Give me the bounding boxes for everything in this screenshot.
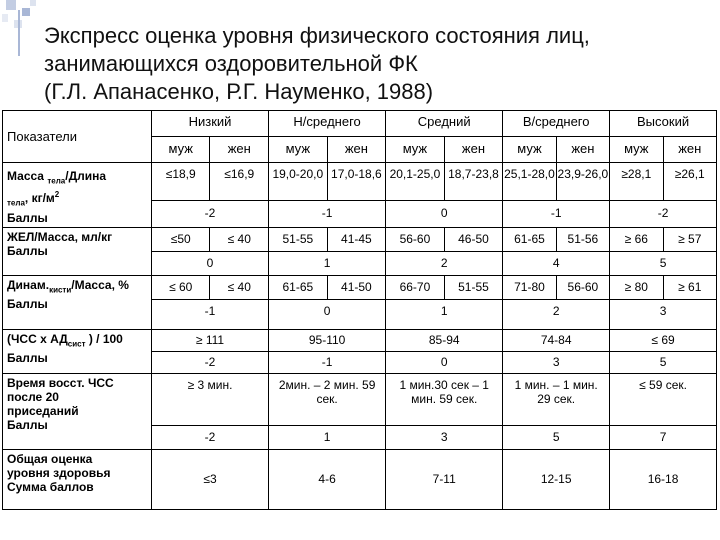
- dyn-label-sub: кисти: [49, 285, 72, 295]
- gender-male: муж: [269, 137, 328, 163]
- row-vc-label: [3, 227, 152, 275]
- vc-score-low: 0: [151, 251, 268, 275]
- robinson-score-avg: 0: [386, 351, 503, 373]
- bmi-bavg-f: 17,0-18,6: [327, 163, 386, 201]
- vc-aavg-f: 51-56: [556, 227, 609, 251]
- vc-scores-label: Баллы: [7, 243, 48, 258]
- page-title: [44, 22, 704, 106]
- row-bmi-values: [3, 163, 717, 201]
- dyn-score-avg: 1: [386, 299, 503, 329]
- dyn-label-part-1: Динам.: [7, 277, 50, 292]
- row-robinson-values: [3, 329, 717, 351]
- bmi-label-sub-2: тела: [7, 198, 25, 208]
- recovery-avg: 1 мин.30 сек – 1 мин. 59 сек.: [386, 373, 503, 425]
- recovery-bavg: 2мин. – 2 мин. 59 сек.: [269, 373, 386, 425]
- vc-low-f: ≤ 40: [210, 227, 269, 251]
- dyn-low-f: ≤ 40: [210, 275, 269, 299]
- dyn-score-bavg: 0: [269, 299, 386, 329]
- level-average: Средний: [386, 111, 503, 137]
- decor-line: [18, 10, 20, 56]
- total-low: ≤3: [151, 449, 268, 509]
- recovery-high: ≤ 59 сек.: [610, 373, 717, 425]
- row-recovery-values: [3, 373, 717, 425]
- row-total: [3, 449, 717, 509]
- title-line-2: занимающихся оздоровительной ФК: [44, 51, 418, 76]
- gender-female: жен: [444, 137, 503, 163]
- bmi-score-avg: 0: [386, 201, 503, 227]
- header-row-levels: [3, 111, 717, 137]
- robinson-label-part-1: (ЧСС х АД: [7, 331, 68, 346]
- bmi-score-low: -2: [151, 201, 268, 227]
- vc-label: ЖЕЛ/Масса, мл/кг: [7, 229, 113, 244]
- vc-high-f: ≥ 57: [663, 227, 717, 251]
- decor-square-4: [30, 0, 36, 6]
- vc-score-avg: 2: [386, 251, 503, 275]
- title-line-1: Экспресс оценка уровня физического состояния лиц,: [44, 23, 590, 48]
- bmi-label-part-3: , кг/м: [24, 191, 55, 206]
- recovery-score-low: -2: [151, 425, 268, 449]
- robinson-aavg: 74-84: [503, 329, 610, 351]
- recovery-aavg: 1 мин. – 1 мин. 29 сек.: [503, 373, 610, 425]
- recovery-label: Время восст. ЧСС после 20 приседаний: [7, 375, 114, 418]
- dyn-low-m: ≤ 60: [151, 275, 210, 299]
- gender-female: жен: [210, 137, 269, 163]
- dyn-bavg-m: 61-65: [269, 275, 328, 299]
- header-indicators-label: Показатели: [7, 128, 77, 144]
- robinson-score-aavg: 3: [503, 351, 610, 373]
- bmi-bavg-m: 19,0-20,0: [269, 163, 328, 201]
- dyn-score-low: -1: [151, 299, 268, 329]
- level-low: Низкий: [151, 111, 268, 137]
- gender-female: жен: [663, 137, 717, 163]
- recovery-score-avg: 3: [386, 425, 503, 449]
- bmi-low-m: ≤18,9: [151, 163, 210, 201]
- recovery-score-high: 7: [610, 425, 717, 449]
- vc-avg-m: 56-60: [386, 227, 445, 251]
- vc-high-m: ≥ 66: [610, 227, 663, 251]
- robinson-high: ≤ 69: [610, 329, 717, 351]
- recovery-scores-label: Баллы: [7, 417, 48, 432]
- dyn-aavg-f: 56-60: [556, 275, 609, 299]
- row-dyn-label: [3, 275, 152, 329]
- robinson-scores-label: Баллы: [7, 351, 48, 366]
- dyn-bavg-f: 41-50: [327, 275, 386, 299]
- decor-square-2: [22, 8, 30, 16]
- total-label: Общая оценка уровня здоровья Сумма баллов: [7, 451, 111, 494]
- decor-square-5: [2, 14, 8, 22]
- vc-score-aavg: 4: [503, 251, 610, 275]
- bmi-high-m: ≥28,1: [610, 163, 663, 201]
- row-total-label: [3, 449, 152, 509]
- bmi-high-f: ≥26,1: [663, 163, 717, 201]
- dyn-high-m: ≥ 80: [610, 275, 663, 299]
- dyn-avg-m: 66-70: [386, 275, 445, 299]
- gender-male: муж: [503, 137, 556, 163]
- bmi-score-bavg: -1: [269, 201, 386, 227]
- robinson-label-sub: сист: [67, 339, 86, 349]
- bmi-aavg-f: 23,9-26,0: [556, 163, 609, 201]
- vc-avg-f: 46-50: [444, 227, 503, 251]
- row-vc-values: [3, 227, 717, 251]
- total-aavg: 12-15: [503, 449, 610, 509]
- level-above-average: В/среднего: [503, 111, 610, 137]
- bmi-label-sub-1: тела: [47, 176, 66, 186]
- level-high: Высокий: [610, 111, 717, 137]
- dyn-score-aavg: 2: [503, 299, 610, 329]
- vc-score-bavg: 1: [269, 251, 386, 275]
- robinson-score-bavg: -1: [269, 351, 386, 373]
- bmi-label-part-2: /Длина: [65, 169, 107, 183]
- gender-male: муж: [610, 137, 663, 163]
- vc-aavg-m: 61-65: [503, 227, 556, 251]
- total-bavg: 4-6: [269, 449, 386, 509]
- row-recovery-label: [3, 373, 152, 449]
- vc-score-high: 5: [610, 251, 717, 275]
- gender-male: муж: [386, 137, 445, 163]
- vc-bavg-m: 51-55: [269, 227, 328, 251]
- total-avg: 7-11: [386, 449, 503, 509]
- header-indicators: [3, 111, 152, 163]
- bmi-label-sup: 2: [54, 190, 60, 200]
- vc-bavg-f: 41-45: [327, 227, 386, 251]
- bmi-score-aavg: -1: [503, 201, 610, 227]
- robinson-avg: 85-94: [386, 329, 503, 351]
- robinson-low: ≥ 111: [151, 329, 268, 351]
- bmi-avg-f: 18,7-23,8: [444, 163, 503, 201]
- dyn-score-high: 3: [610, 299, 717, 329]
- level-below-average: Н/среднего: [269, 111, 386, 137]
- row-dyn-values: [3, 275, 717, 299]
- decor-square-1: [6, 0, 16, 10]
- bmi-score-high: -2: [610, 201, 717, 227]
- bmi-label-part-1: Масса: [7, 169, 48, 183]
- vc-low-m: ≤50: [151, 227, 210, 251]
- bmi-aavg-m: 25,1-28,0: [503, 163, 556, 201]
- gender-female: жен: [327, 137, 386, 163]
- bmi-scores-label: Баллы: [7, 210, 48, 225]
- robinson-bavg: 95-110: [269, 329, 386, 351]
- total-high: 16-18: [610, 449, 717, 509]
- robinson-score-high: 5: [610, 351, 717, 373]
- robinson-label-part-2: ) / 100: [85, 331, 123, 346]
- dyn-avg-f: 51-55: [444, 275, 503, 299]
- robinson-score-low: -2: [151, 351, 268, 373]
- bmi-low-f: ≤16,9: [210, 163, 269, 201]
- dyn-label-part-2: /Масса, %: [71, 277, 129, 292]
- fitness-table: [2, 110, 717, 510]
- recovery-low: ≥ 3 мин.: [151, 373, 268, 425]
- title-line-3: (Г.Л. Апанасенко, Р.Г. Науменко, 1988): [44, 79, 434, 104]
- dyn-aavg-m: 71-80: [503, 275, 556, 299]
- dyn-scores-label: Баллы: [7, 297, 48, 312]
- row-bmi-label: [3, 163, 152, 228]
- gender-female: жен: [556, 137, 609, 163]
- gender-male: муж: [151, 137, 210, 163]
- recovery-score-aavg: 5: [503, 425, 610, 449]
- recovery-score-bavg: 1: [269, 425, 386, 449]
- row-robinson-label: [3, 329, 152, 373]
- dyn-high-f: ≥ 61: [663, 275, 717, 299]
- bmi-avg-m: 20,1-25,0: [386, 163, 445, 201]
